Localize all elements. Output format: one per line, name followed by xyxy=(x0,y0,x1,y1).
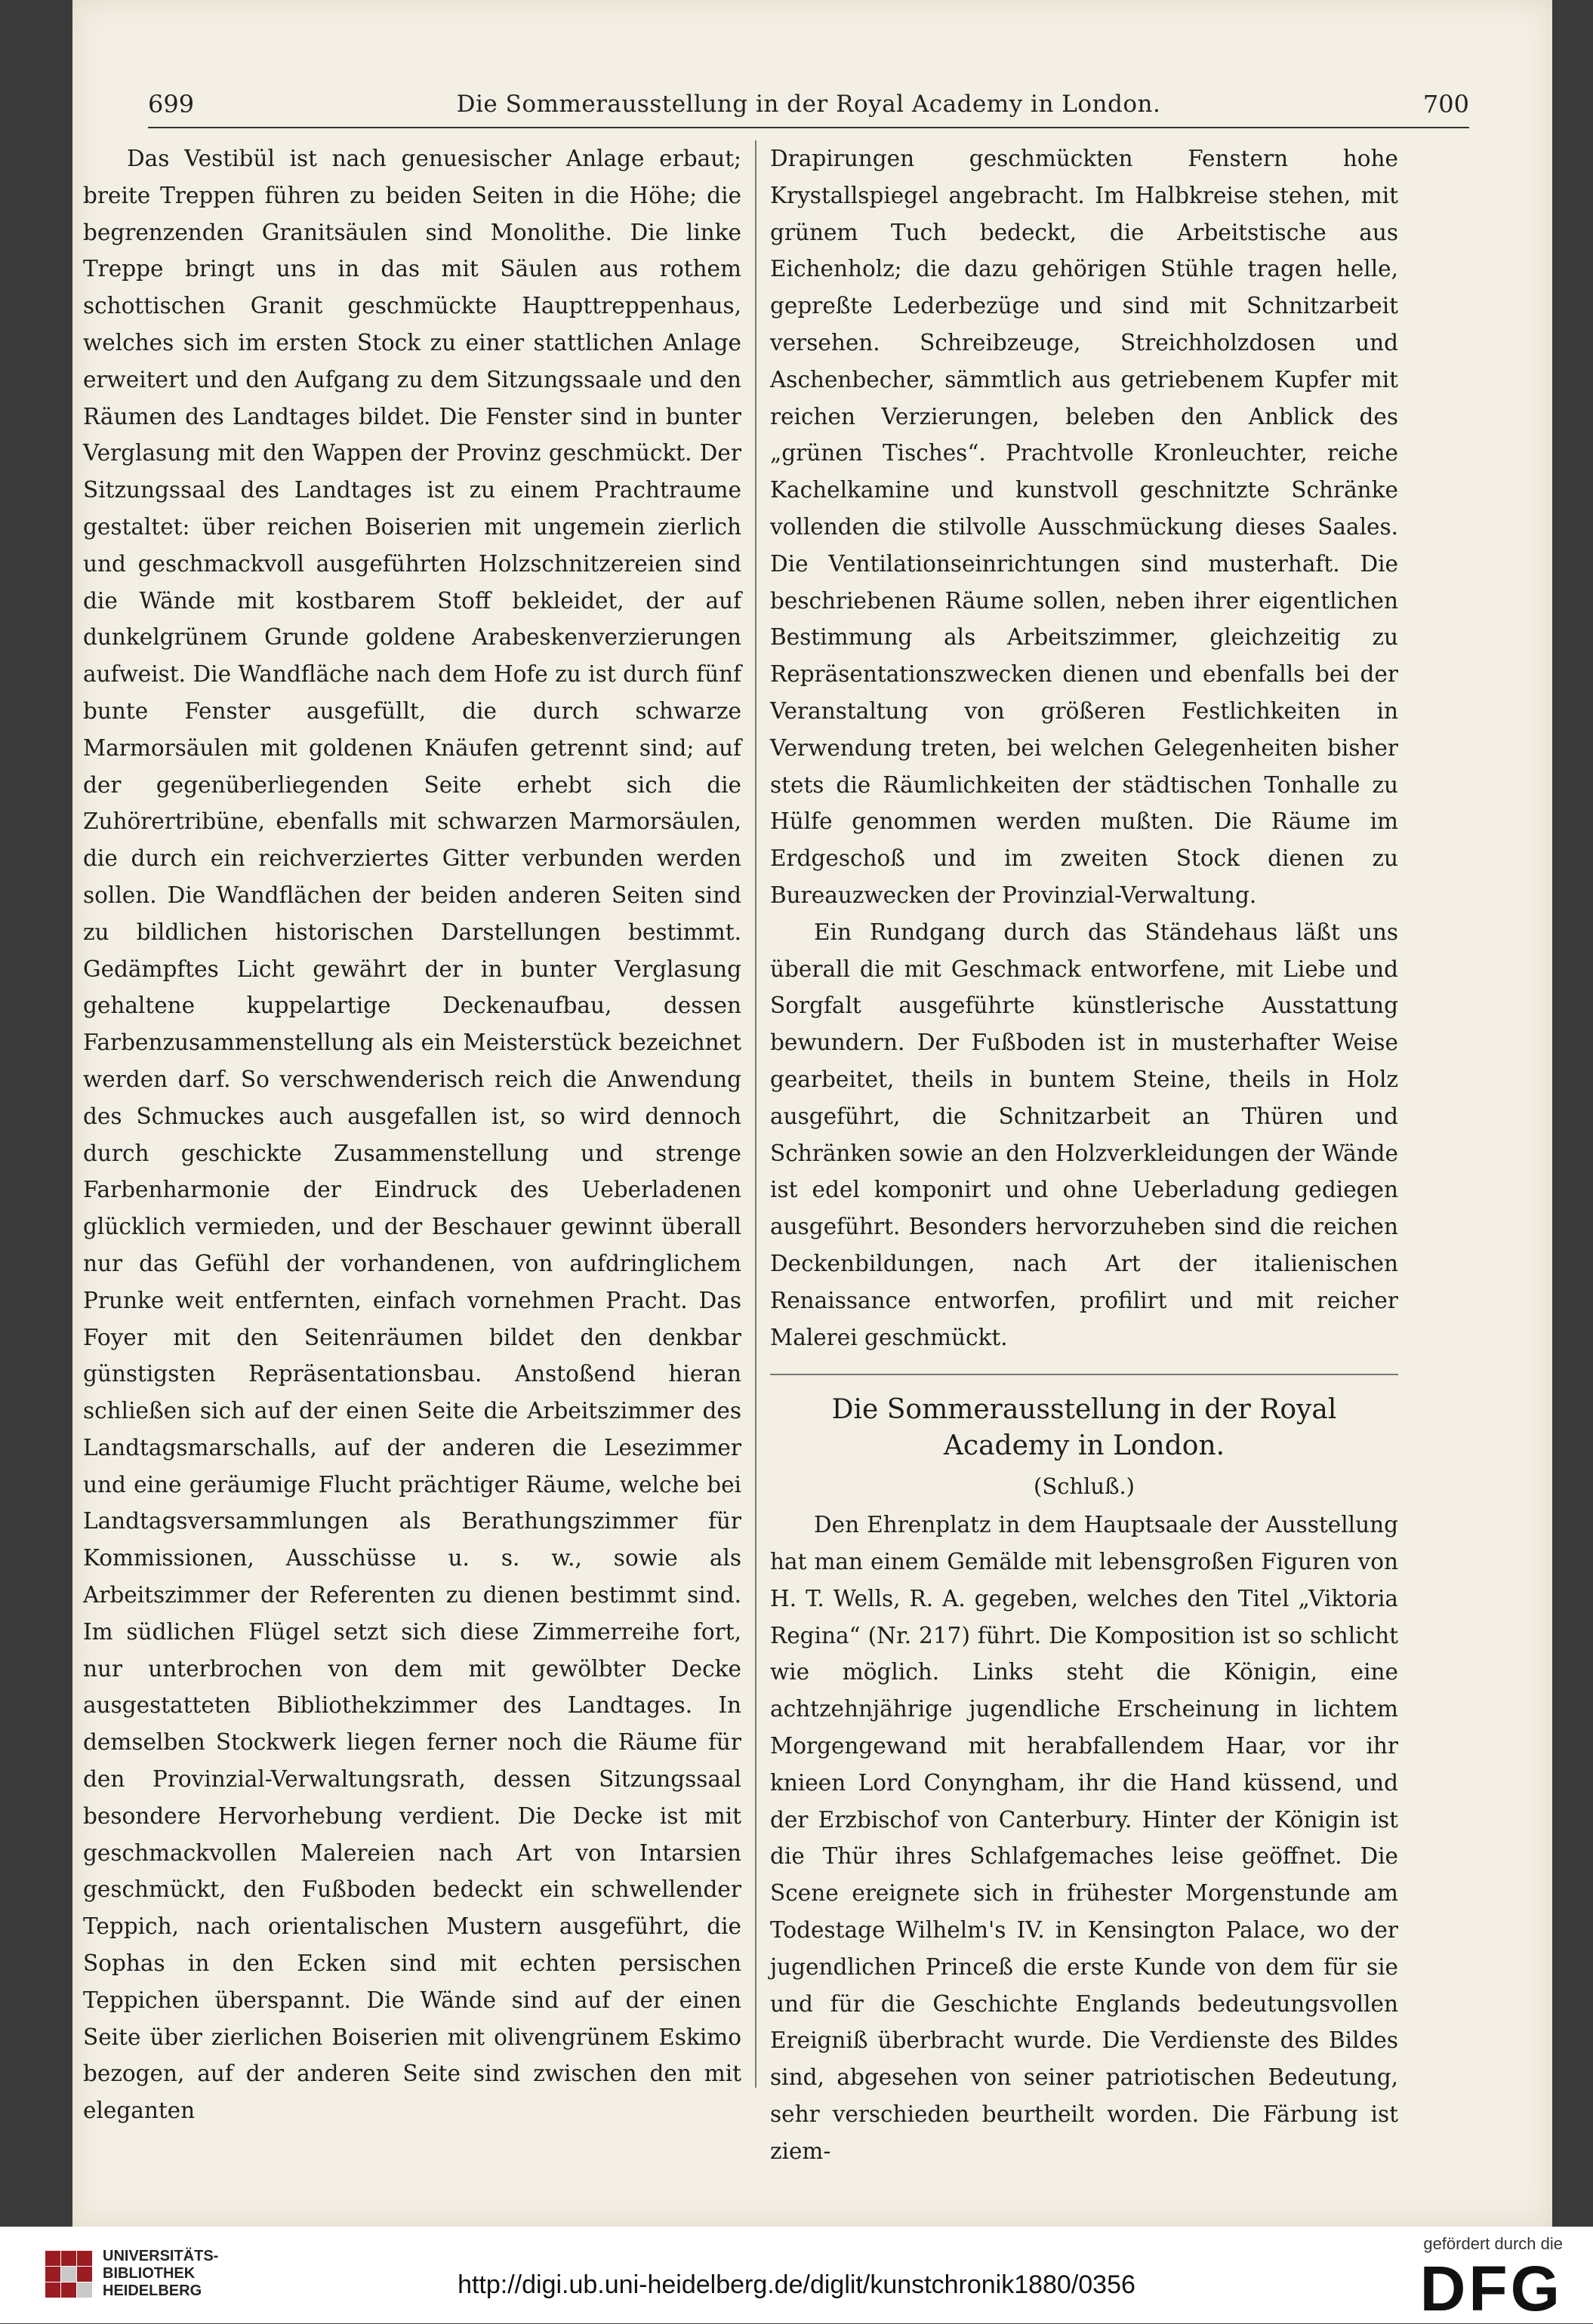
section-rule xyxy=(770,1374,1398,1375)
article-text: Den Ehrenplatz in dem Hauptsaale der Ausstellung hat man einem Gemälde mit lebensgroßen Figuren von H. T. Wells, R. A. gegeben, welches den Titel „Viktoria Regina“ (Nr. 217) führt. Die Komposition ist so schlicht wie möglich. Links steht die Königin, eine achtzehnjährige jugendliche Erscheinung in lichtem Morgengewand mit herabfallendem Haar, vor ihr knieen Lord Conyngham, ihr die Hand küssend, und der Erzbischof von Canterbury. Hinter der Königin ist die Thür ihres Schlafgemaches leise geöffnet. Die Scene ereignete sich in frühester Morgenstunde am Todestage Wilhelm's IV. in Kensington Palace, wo der jugendlichen Princeß die erste Kunde von dem für sie und für die Geschichte Englands bedeutungsvollen Ereigniß überbracht wurde. Die Verdienste des Bildes sind, abgesehen von seiner patriotischen Bedeutung, sehr verschieden beurtheilt worden. Die Färbung ist ziem- xyxy=(770,1512,1398,2164)
page-number-right: 700 xyxy=(1422,90,1469,119)
source-url-link[interactable]: http://digi.ub.uni-heidelberg.de/diglit/kunstchronik1880/0356 xyxy=(458,2270,1135,2299)
right-column xyxy=(770,140,1398,2164)
column-divider xyxy=(755,140,756,2088)
library-name-line: HEIDELBERG xyxy=(103,2282,202,2299)
funder-line: gefördert durch die xyxy=(1423,2234,1563,2253)
page-number-left: 699 xyxy=(148,90,195,119)
right-paragraph-1: Drapirungen geschmückten Fenstern hohe Krystallspiegel angebracht. Im Halbkreise stehen, mit grünem Tuch bedeckt, die Arbeitstische aus Eichenholz; die dazu gehörigen Stühle tragen helle, gepreßte Lederbezüge und sind mit Schnitzarbeit versehen. Schreibzeuge, Streichholzdosen und Aschenbecher, sämmtlich aus getriebenem Kupfer mit reichen Verzierungen, beleben den Anblick des „grünen Tisches“. Prachtvolle Kronleuchter, reiche Kachelkamine und kunstvoll geschnitzte Schränke vollenden die stilvolle Ausschmückung dieses Saales. Die Ventilationseinrichtungen sind musterhaft. Die beschriebenen Räume sollen, neben ihrer eigentlichen Bestimmung als Arbeitszimmer, gleichzeitig zu Repräsentationszwecken dienen und ebenfalls bei der Veranstaltung von größeren Festlichkeiten in Verwendung treten, bei welchen Gelegenheiten bisher stets die Räumlichkeiten der städtischen Tonhalle zu Hülfe genommen werden mußten. Die Räume im Erdgeschoß und im zweiten Stock dienen zu Bureauzwecken der Provinzial-Verwaltung. xyxy=(770,146,1398,908)
left-column-text: Das Vestibül ist nach genuesischer Anlage erbaut; breite Treppen führen zu beiden Seiten in die Höhe; die begrenzenden Granitsäulen sind Monolithe. Die linke Treppe bringt uns in das mit Säulen aus rothem schottischen Granit geschmückte Haupttreppenhaus, welches sich im ersten Stock zu einer stattlichen Anlage erweitert und den Aufgang zu dem Sitzungssaale und den Räumen des Landtages bildet. Die Fenster sind in bunter Verglasung mit den Wappen der Provinz geschmückt. Der Sitzungssaal des Landtages ist zu einem Prachtraume gestaltet: über reichen Boiserien mit ungemein zierlich und geschmackvoll ausgeführten Holzschnitzereien sind die Wände mit kostbarem Stoff bekleidet, der auf dunkelgrünem Grunde goldene Arabeskenverzierungen aufweist. Die Wandfläche nach dem Hofe zu ist durch fünf bunte Fenster ausgefüllt, die durch schwarze Marmorsäulen mit goldenen Knäufen getrennt sind; auf der gegenüberliegenden Seite erhebt sich die Zuhörertribüne, ebenfalls mit schwarzen Marmorsäulen, die durch ein reichverziertes Gitter verbunden werden sollen. Die Wandflächen der beiden anderen Seiten sind zu bildlichen historischen Darstellungen bestimmt. Gedämpftes Licht gewährt der in bunter Verglasung gehaltene kuppelartige Deckenaufbau, dessen Farbenzusammenstellung als ein Meisterstück bezeichnet werden darf. So verschwenderisch reich die Anwendung des Schmuckes auch ausgefallen ist, so wird dennoch durch geschickte Zusammenstellung und strenge Farbenharmonie der Eindruck des Ueberladenen glücklich vermieden, und der Beschauer gewinnt überall nur das Gefühl der vorhandenen, von aufdringlichem Prunke weit entfernten, einfach vornehmen Pracht. Das Foyer mit den Seitenräumen bildet den denkbar günstigsten Repräsentationsbau. Anstoßend hieran schließen sich auf der einen Seite die Arbeitszimmer des Landtagsmarschalls, auf der anderen die Lesezimmer und eine geräumige Flucht prächtiger Räume, welche bei Landtagsversammlungen als Berathungszimmer für Kommissionen, Ausschüsse u. s. w., sowie als Arbeitszimmer der Referenten zu dienen bestimmt sind. Im südlichen Flügel setzt sich diese Zimmerreihe fort, nur unterbrochen von dem mit gewölbter Decke ausgestatteten Bibliothekzimmer des Landtages. In demselben Stockwerk liegen ferner noch die Räume für den Provinzial-Verwaltungsrath, dessen Sitzungssaal besondere Hervorhebung verdient. Die Decke ist mit geschmackvollen Malereien nach Art von Intarsien geschmückt, den Fußboden bedeckt ein schwellender Teppich, nach orientalischen Mustern ausgeführt, die Sophas in den Ecken sind mit echten persischen Teppichen überspannt. Die Wände sind auf der einen Seite über zierlichen Boiserien mit olivengrünem Eskimo bezogen, auf der anderen Seite sind zwischen den mit eleganten xyxy=(83,146,741,2124)
right-paragraph-2: Ein Rundgang durch das Ständehaus läßt uns überall die mit Geschmack entworfene, mit Liebe und Sorgfalt ausgeführte künstlerische Ausstattung bewundern. Der Fußboden ist in musterhafter Weise gearbeitet, theils in buntem Steine, theils in Holz ausgeführt, die Schnitzarbeit an Thüren und Schränken sowie an den Holzverkleidungen der Wände ist edel komponirt und ohne Ueberladung gediegen ausgeführt. Besonders hervorzuheben sind die reichen Deckenbildungen, nach Art der italienischen Renaissance entworfen, profilirt und mit reicher Malerei geschmückt. xyxy=(770,919,1398,1350)
article-subtitle: (Schluß.) xyxy=(1034,1473,1135,1500)
funder-logo[interactable] xyxy=(1419,2234,1563,2324)
running-title: Die Sommerausstellung in der Royal Academy in London. xyxy=(456,91,1161,118)
library-name-line: BIBLIOTHEK xyxy=(103,2265,196,2282)
left-column xyxy=(83,140,741,2141)
library-name-line: UNIVERSITÄTS- xyxy=(103,2248,219,2264)
running-header xyxy=(148,82,1469,128)
article-title: Die Sommerausstellung in der Royal Academy in London. xyxy=(831,1394,1337,1462)
dfg-logo: DFG xyxy=(1419,2253,1563,2324)
